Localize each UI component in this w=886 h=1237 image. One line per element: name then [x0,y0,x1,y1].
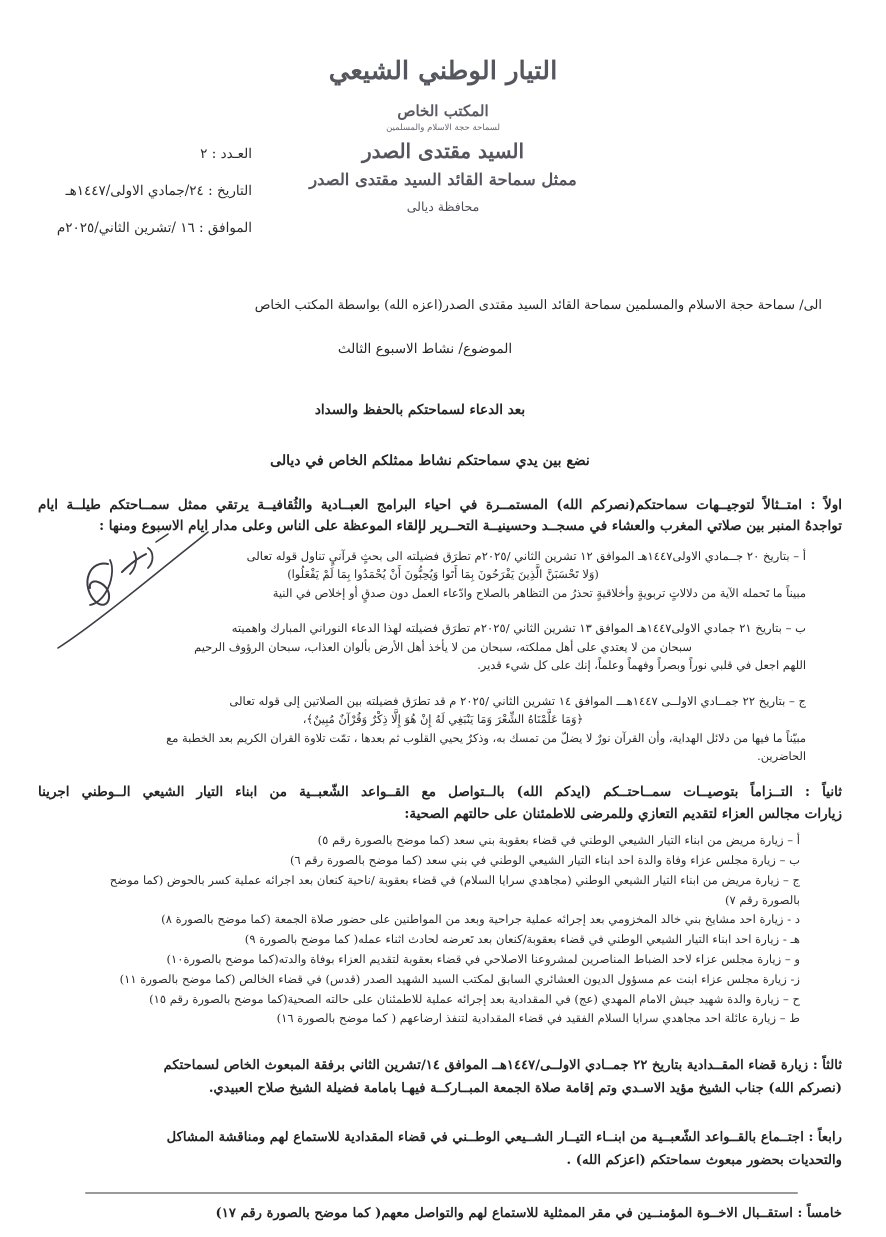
section-one-item-b [40,619,806,675]
item-c-head: ج – بتاريخ ٢٢ جمــادي الاولــى ١٤٤٧هـــ الموافق ١٤ تشرين الثاني /٢٠٢٥ م قد تطرَق فضيلته بين الصلاتين إلى قوله تعالى [229,693,806,708]
item-c-note-cont: الحاضرين. [757,749,806,764]
item-b-note: اللهم اجعل في قلبي نوراً وبصراً وفهماً وعلماً، إنك على كل شيء قدير. [477,658,806,673]
section-one-items [34,547,846,766]
section-five [34,1203,846,1225]
meta-number: العـدد : ٢ [200,146,252,162]
list-item: د - زيارة احد مشايخ بني خالد المخزومي بعد إجرائه عملية جراحية وبعد من المواطنين على حضور صلاة الجمعة (كما موضح بالصورة ٨) [161,912,800,927]
letterhead-organization: التيار الوطني الشيعي [328,56,558,85]
list-item: ج – زيارة مريض من ابناء التيار الشيعي الوطني (مجاهدي سرايا السلام) في قضاء بعقوبة /ناحية كنعان بعد اجرائه عملية كسر بالحوض (كما موضح [109,872,800,887]
letter-subject: الموضوع/ نشاط الاسبوع الثالث [337,341,513,358]
letter-body [0,296,886,1225]
document-meta-block [0,146,252,257]
item-a-verse: (وَلا تَحْسَبَنَّ الَّذِينَ يَفْرَحُونَ بِمَا أَتَوا وَيُحِبُّونَ أَنْ يُحْمَدُوا بِمَا لَمْ يَفْعَلُوا) [287,567,599,582]
letter-intro: نضع بين يدي سماحتكم نشاط ممثلكم الخاص في ديالى [270,452,590,469]
list-item: ح – زيارة والدة شهيد جيش الامام المهدي (عج) في المقدادية بعد إجرائه عملية للاطمئنان على حالته الصحية(كما موضح بالصورة رقم ١٥) [149,991,800,1006]
section-one-head-line2: تواجدهُ المنبر بين صلاتي المغرب والعشاء في مسجــد وحسينيــة التحــرير لإلقاء الموعظة على الناس وعلى مدار ايام الاسبوع ومنها : [99,517,842,534]
letterhead-representative: ممثل سماحة القائد السيد مقتدى الصدر [309,169,577,189]
section-two-head-line1: ثانياً : التــزاماً بتوصيــات سمــاحتــكم (ايدكم الله) بالــتواصل مع القــواعد الشّعبــية من ابناء التيار الشيعي الــوطني اجرينا [38,784,842,801]
section-two [34,782,846,1028]
item-c-verse: ﴿وَمَا عَلَّمْنَاهُ الشِّعْرَ وَمَا يَنْبَغِي لَهُ إِنْ هُوَ إِلَّا ذِكْرٌ وَقُرْآنٌ مُبِينٌ﴾، [302,712,584,727]
section-one [34,495,846,766]
section-one-item-a [40,547,806,603]
letterhead-office: المكتب الخاص [397,101,489,120]
item-c-note: مبيّناً ما فيها من دلائل الهداية، وأن القرآن نورٌ لا يضلّ من تمسك به، وذكرٌ يحيي القلوب ثم بعدها ، تمّت تلاوة القران الكريم بعد الخطبة مع [166,730,806,745]
item-b-verse: سبحان من لا يعتدي على أهل مملكته، سبحان من لا يأخذ أهل الأرض بألوان العذاب، سبحان الرؤوف الرحيم [194,639,692,654]
section-two-head-line2: زيارات مجالس العزاء لتقديم التعازي وللمرضى للاطمئنان على حالتهم الصحية: [404,806,842,823]
section-one-head-line1: اولاً : امتــثالاً لتوجيــهات سماحتكم(نصركم الله) المستمــرة في احياء البرامج العبــادية والثُقافيــة يرتقي ممثل سمــاحتكم طيلــة ايام [38,496,842,513]
letter-addressee: الى/ سماحة حجة الاسلام والمسلمين سماحة القائد السيد مقتدى الصدر(اعزه الله) بواسطة المكتب الخاص [254,298,822,313]
list-item: و – زيارة مجلس عزاء لاحد الضباط المناصرين لمشروعنا الاصلاحي في قضاء بعقوبة لتقديم العزاء بوفاة والدته(كما موضح بالصورة١٠) [166,952,800,967]
item-b-head: ب – بتاريخ ٢١ جمادي الاولى١٤٤٧هـ الموافق ١٣ تشرين الثاني /٢٠٢٥م تطرَق فضيلته لهذا الدعاء النوراني المبارك واهميته [231,621,806,636]
section-five-line1: خامساً : استقــبال الاخــوة المؤمنــين في مقر الممثلية للاستماع لهم والتواصل معهم( كما موضح بالصورة رقم ١٧) [215,1205,842,1221]
section-one-item-c [40,692,806,766]
list-item: أ – زيارة مريض من ابناء التيار الشيعي الوطني في قضاء بعقوبة بني سعد (كما موضح بالصورة رقم ٥) [317,833,800,848]
item-a-note: مبيناً ما تَحمله الآية من دلالاتٍ تربويةٍ وأخلاقيةٍ تحذرُ من التظاهر بالصلاح وادّعاء العمل دون صدقٍ أو إخلاص في النية [272,585,806,600]
list-item: هـ - زيارة احد ابناء التيار الشيعي الوطني في قضاء بعقوبة/كنعان بعد تَعرضه لحادث اثناء عمله( كما موضح بالصورة ٩) [244,932,800,947]
section-three [34,1054,846,1100]
meta-date-gregorian: الموافق : ١٦ /تشرين الثاني/٢٠٢٥م [56,220,252,236]
letterhead-office-subtitle: لسماحة حجة الاسلام والمسلمين [386,122,500,133]
letterhead-governorate: محافظة ديالى [406,198,480,214]
section-four-line2: والتحديات بحضور مبعوث سماحتكم (اعزكم الله) . [566,1153,842,1169]
letterhead-sayyid-name: السيد مقتدى الصدر [361,138,525,163]
section-four-line1: رابعاً : اجتــماع بالقــواعد الشّعبــية من ابنــاء التيــار الشــيعي الوطــني في قضاء المقدادية للاستماع لهم ومناقشة المشاكل [166,1130,842,1146]
list-item: ب – زيارة مجلس عزاء وفاة والدة احد ابناء التيار الشيعي الوطني في بني سعد (كما موضح بالصورة رقم ٦) [289,853,800,868]
section-two-items [34,831,846,1028]
footer-divider [85,1192,798,1194]
item-a-head: أ – بتاريخ ٢٠ جــمادي الاولى١٤٤٧هـ الموافق ١٢ تشرين الثاني /٢٠٢٥م تطرَق فضيلته الى بحثٍ قرآنيٍ تناول قوله تعالى [246,548,806,563]
section-three-line2: (نصركم الله) جناب الشيخ مؤيد الاسـدي وتم إقامة صلاة الجمعة المبــاركــة فيهـا بامامة فضيلة الشيخ صلاح العبيدي. [208,1081,842,1097]
list-item: ط – زيارة عائلة احد مجاهدي سرايا السلام الفقيد في قضاء المقدادية لتنفذ ارضاعهم ( كما موضح بالصورة ١٦) [276,1011,800,1026]
list-item: ز- زيارة مجلس عزاء ابنت عم مسؤول الديون العشائري السابق لمكتب السيد الشهيد الصدر (قدس) في قضاء الخالص (كما موضح بالصورة ١١) [119,971,800,986]
list-item-continuation: بالصورة رقم ٧) [724,892,800,907]
section-four [34,1126,846,1172]
section-three-line1: ثالثاً : زيارة قضاء المقــدادية بتاريخ ٢٢ جمــادي الاولــى/١٤٤٧هــ الموافق ١٤/تشرين الثاني برفقة المبعوث الخاص لسماحتكم [163,1058,842,1074]
meta-date-hijri: التاريخ : ٢٤/جمادي الاولى/١٤٤٧هـ [65,183,252,199]
letter-greeting: بعد الدعاء لسماحتكم بالحفظ والسداد [314,402,526,419]
